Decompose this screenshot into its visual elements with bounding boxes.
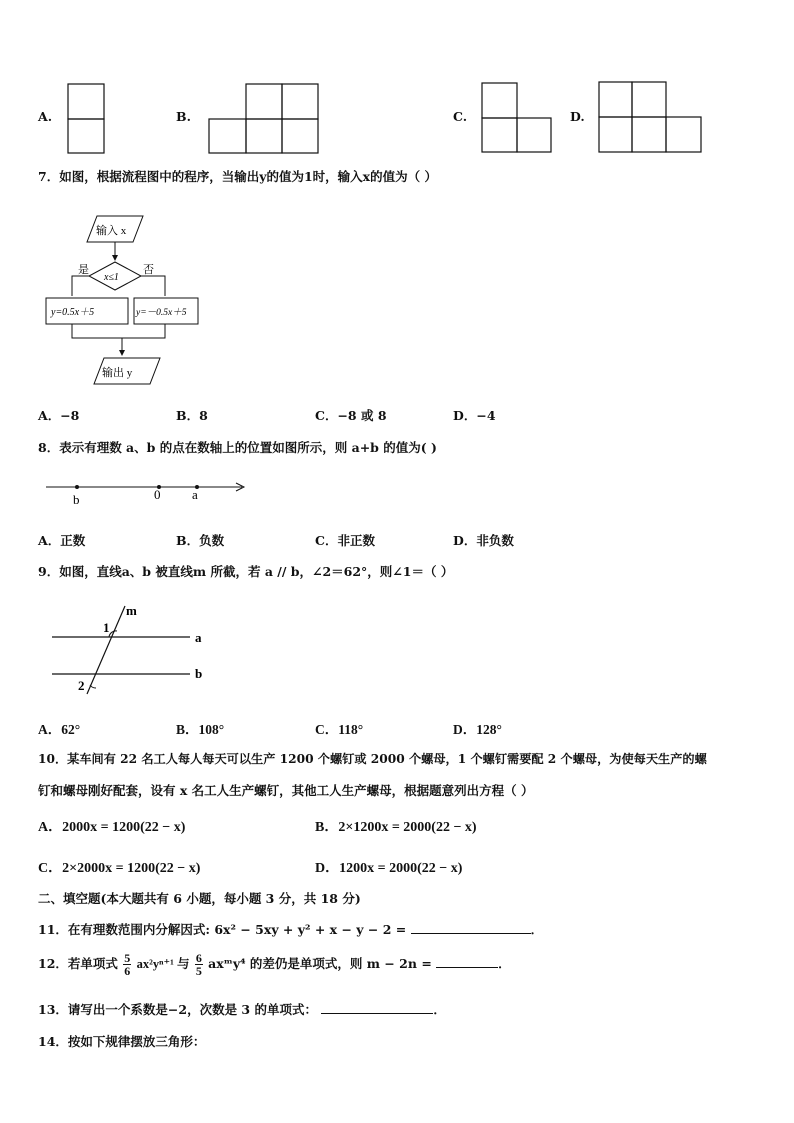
q12-answer-blank[interactable] — [436, 955, 498, 968]
q8-stem: 8．表示有理数 a、b 的点在数轴上的位置如图所示，则 a+b 的值为( ) — [38, 440, 437, 455]
flow-output-label: 输出 y — [102, 367, 133, 379]
q10-stem-line2: 钉和螺母刚好配套，设有 x 名工人生产螺钉，其他工人生产螺母，根据题意列出方程（ ） — [38, 783, 534, 798]
q12-fraction-2-numerator: 6 — [195, 951, 202, 965]
q6-option-d-label: D. — [570, 109, 585, 124]
flow-no-label: 否 — [143, 263, 154, 276]
q6-option-d-figure — [596, 80, 704, 154]
q7-option-d: D．−4 — [453, 408, 496, 423]
q6-option-a-label: A. — [38, 109, 53, 124]
q9-stem: 9．如图，直线a、b 被直线m 所截，若 a // b，∠2＝62°，则∠1＝（ ） — [38, 564, 454, 579]
q13-stem: 13．请写出一个系数是−2，次数是 3 的单项式： ． — [38, 1002, 446, 1017]
q12-fraction-1-numerator: 5 — [124, 951, 131, 965]
q11-stem: 11．在有理数范围内分解因式: 6x² − 5xy + y² + x − y − 2 = ． — [38, 922, 544, 937]
q10-option-d: D．1200x = 2000(22 − x) — [315, 861, 463, 876]
q12-mid-1: ax²yⁿ⁺¹ 与 — [136, 957, 190, 971]
flow-input-label: 输入 x — [96, 225, 127, 237]
q12-prefix: 12．若单项式 — [38, 956, 118, 971]
q9-option-b: B．108° — [176, 722, 225, 737]
q7-option-a: A．−8 — [38, 408, 80, 423]
flow-right-box: y=－0.5x＋5 — [136, 308, 187, 318]
angle-1-label: 1 — [103, 620, 110, 635]
q8-option-b: B．负数 — [176, 533, 225, 548]
line-a-label: a — [195, 630, 202, 645]
q11-text: 11．在有理数范围内分解因式: 6x² − 5xy + y² + x − y − 2 = — [38, 922, 407, 937]
q8-option-c: C．非正数 — [315, 533, 375, 548]
q7-option-b: B．8 — [176, 408, 208, 423]
q6-option-a-figure — [64, 82, 108, 154]
q10-option-b: B．2×1200x = 2000(22 − x) — [315, 820, 477, 835]
q8-option-d: D．非负数 — [453, 533, 514, 548]
q9-option-a: A．62° — [38, 722, 81, 737]
axis-zero-label: 0 — [154, 487, 161, 502]
flow-left-box: y=0.5x＋5 — [51, 307, 95, 318]
q12-stem: 12．若单项式 $\frac{5}{6}$ ax²yⁿ⁺¹ 与 $\frac{6}{5}$ axᵐy⁴ 的差仍是单项式，则 m − 2n = ． — [38, 951, 511, 978]
line-b-label: b — [195, 666, 203, 681]
q11-answer-blank[interactable] — [411, 921, 531, 934]
q9-parallel-lines-figure — [40, 602, 220, 698]
q6-option-b-figure — [206, 82, 320, 154]
section-2-heading: 二、填空题(本大题共有 6 小题，每小题 3 分，共 18 分) — [38, 891, 361, 906]
flow-yes-label: 是 — [78, 263, 89, 276]
q12-fraction-2-denominator: 5 — [195, 964, 202, 978]
axis-b-label: b — [73, 492, 80, 507]
axis-a-label: a — [192, 487, 198, 502]
angle-2-label: 2 — [78, 678, 85, 693]
q6-option-c-label: C. — [453, 109, 468, 124]
q6-option-c-figure — [479, 80, 553, 154]
q7-stem: 7．如图，根据流程图中的程序，当输出y的值为1时，输入x的值为（ ） — [38, 169, 437, 184]
q8-number-line — [40, 474, 250, 508]
q8-option-a: A．正数 — [38, 533, 86, 548]
q7-option-c: C．−8 或 8 — [315, 408, 387, 423]
q10-stem-line1: 10．某车间有 22 名工人每人每天可以生产 1200 个螺钉或 2000 个螺母，1 个螺钉需要配 2 个螺母，为使每天生产的螺 — [38, 752, 707, 766]
flow-condition-label: x≤1 — [104, 272, 119, 283]
q12-fraction-1 — [123, 952, 131, 977]
q12-mid-2: axᵐy⁴ 的差仍是单项式，则 m − 2n = — [208, 956, 432, 971]
q7-flowchart — [40, 210, 210, 390]
q10-option-c: C．2×2000x = 1200(22 − x) — [38, 861, 201, 876]
q13-text: 13．请写出一个系数是−2，次数是 3 的单项式： — [38, 1002, 317, 1017]
q10-option-a: A．2000x = 1200(22 − x) — [38, 820, 186, 835]
q12-fraction-1-denominator: 6 — [124, 964, 131, 978]
q14-stem: 14．按如下规律摆放三角形： — [38, 1034, 206, 1049]
q12-fraction-2 — [195, 952, 203, 977]
q9-option-d: D．128° — [453, 722, 502, 737]
q9-option-c: C．118° — [315, 722, 364, 737]
line-m-label: m — [126, 603, 137, 618]
q6-option-b-label: B. — [176, 109, 191, 124]
q13-answer-blank[interactable] — [321, 1001, 433, 1014]
